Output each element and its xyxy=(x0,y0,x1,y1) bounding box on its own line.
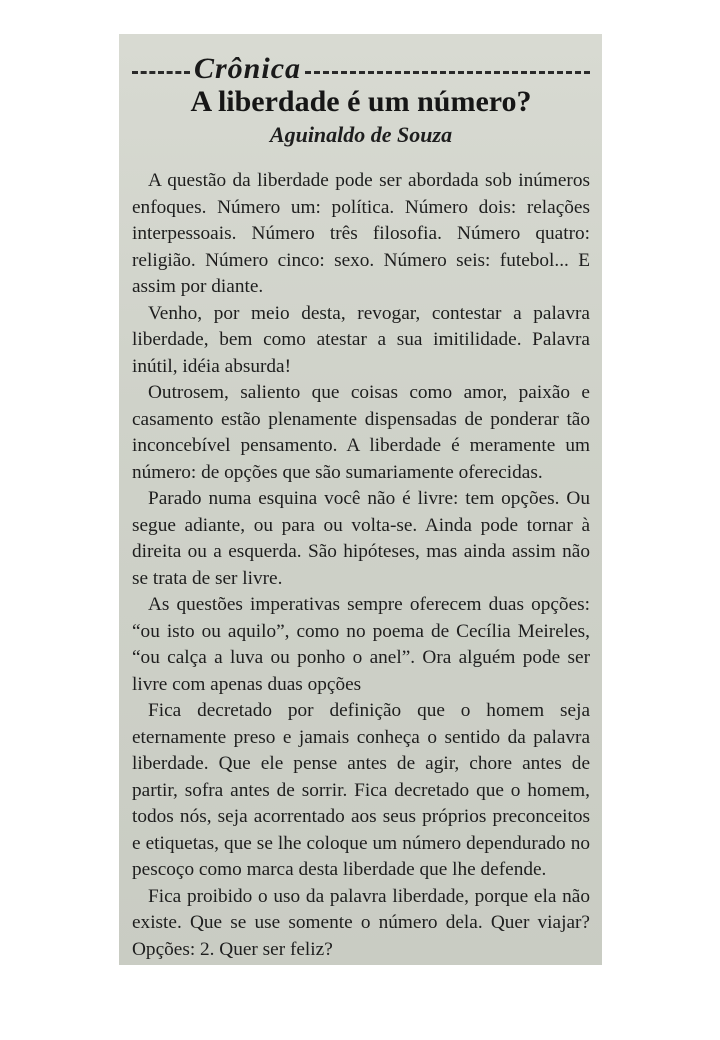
article-paragraph: Parado numa esquina você não é livre: tem opções. Ou segue adiante, ou para ou volta-se. Ainda pode tornar à direita ou a esquerda. São hipóteses, mas ainda assim não se trata de ser livre. xyxy=(132,488,590,589)
section-label: Crônica xyxy=(194,52,302,85)
article-paragraph: Fica proibido o uso da palavra liberdade, porque ela não existe. Que se use somente o número dela. Quer viajar? Opções: 2. Quer ser feliz? xyxy=(132,885,590,960)
section-header xyxy=(132,54,590,84)
article-paragraph: Venho, por meio desta, revogar, contestar a palavra liberdade, bem como atestar a sua imitilidade. Palavra inútil, idéia absurda! xyxy=(132,302,590,377)
section-divider-left xyxy=(132,71,190,74)
article-paragraph: Fica decretado por definição que o homem seja eternamente preso e jamais conheça o sentido da palavra liberdade. Que ele pense antes de agir, chore antes de partir, sofra antes de sorrir. Fica decretado que o homem, todos nós, seja acorrentado aos seus próprios preconceitos e etiquetas, que se lhe coloque um número dependurado no pescoço como marca desta liberdade que lhe defende. xyxy=(132,700,590,880)
section-divider-right xyxy=(305,71,590,74)
article-byline: Aguinaldo de Souza xyxy=(269,122,453,147)
article-paragraph: Outrosem, saliento que coisas como amor, paixão e casamento estão plenamente dispensadas de ponderar tão inconcebível pensamento. A liberdade é meramente um número: de opções que são sumariamente oferecidas. xyxy=(132,382,590,483)
article-paragraph: A questão da liberdade pode ser abordada sob inúmeros enfoques. Número um: política. Número dois: relações interpessoais. Número três filosofia. Número quatro: religião. Número cinco: sexo. Número seis: futebol... E assim por diante. xyxy=(132,170,590,297)
article-paragraph: As questões imperativas sempre oferecem duas opções: “ou isto ou aquilo”, como no poema de Cecília Meireles, “ou calça a luva ou ponho o anel”. Ora alguém pode ser livre com apenas duas opções xyxy=(132,594,590,695)
article-headline: A liberdade é um número? xyxy=(190,85,532,118)
newspaper-clipping xyxy=(119,34,602,965)
article-body xyxy=(132,168,590,963)
